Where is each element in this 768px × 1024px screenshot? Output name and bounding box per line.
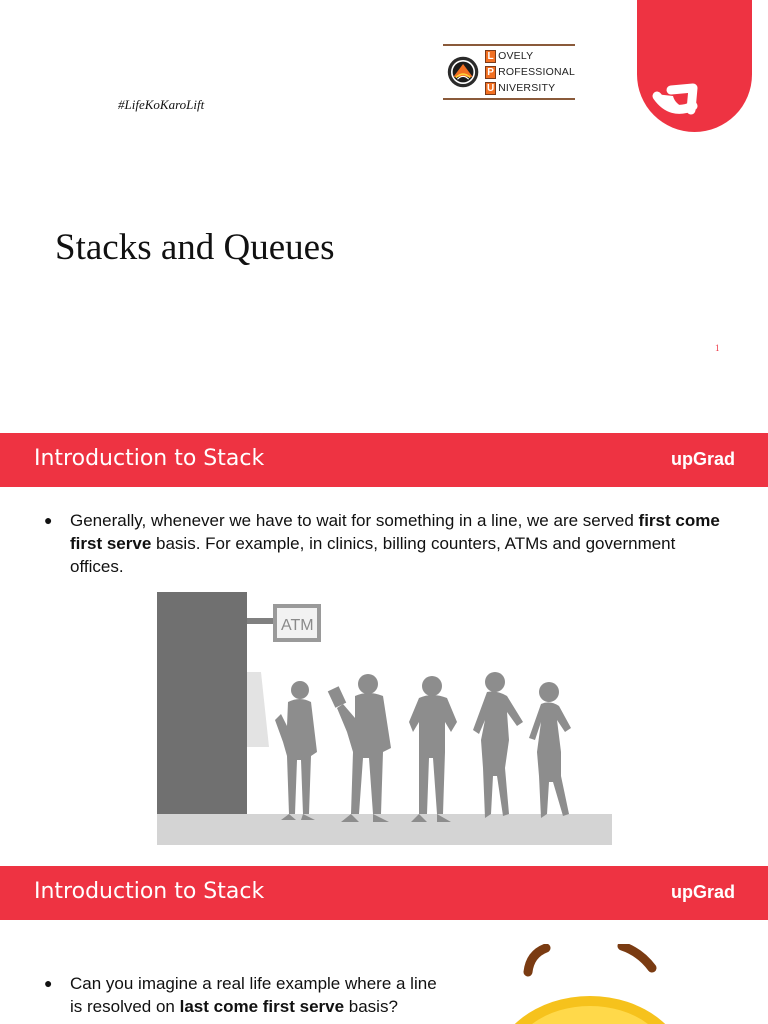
lpu-word: ROFESSIONAL <box>498 66 575 78</box>
lpu-wordmark <box>485 49 575 96</box>
page-number: 1 <box>715 343 720 353</box>
bullet-text-part: basis? <box>344 997 398 1016</box>
slide-heading: Introduction to Stack <box>34 879 265 904</box>
lpu-letter: L <box>485 50 496 63</box>
intro-stack-slide-1 <box>0 433 768 853</box>
bullet-bold-text: last come first serve <box>179 997 345 1016</box>
lpu-row <box>485 81 575 96</box>
slide-heading: Introduction to Stack <box>34 446 265 471</box>
upgrad-brand: upGrad <box>670 882 735 902</box>
bullet-point <box>44 509 720 579</box>
slide-header-banner <box>0 433 768 487</box>
slide-title: Stacks and Queues <box>55 227 335 268</box>
lpu-row <box>485 65 575 80</box>
slide-header-banner <box>0 866 768 920</box>
lpu-letter: P <box>485 66 496 79</box>
lpu-logo <box>443 44 575 100</box>
bullet-point <box>44 972 454 1024</box>
atm-light <box>247 672 269 747</box>
person-silhouette <box>529 682 571 818</box>
floor <box>157 814 612 845</box>
bullet-dot-icon: ● <box>44 975 53 991</box>
bullet-dot-icon: ● <box>44 512 53 528</box>
bullet-text-part: Can you imagine a real life example where a line is resolved on <box>70 974 437 1016</box>
atm-wall <box>157 592 247 814</box>
bullet-text-part: basis. For example, in clinics, billing counters, ATMs and government offices. <box>70 534 676 576</box>
hashtag: #LifeKoKaroLift <box>118 97 205 112</box>
bullet-text <box>70 972 450 1018</box>
sign-bracket <box>247 618 273 624</box>
lpu-seal-icon <box>447 52 479 92</box>
thinking-emoji-icon <box>470 944 710 1024</box>
bullet-text-part: Generally, whenever we have to wait for something in a line, we are served <box>70 511 639 530</box>
intro-stack-slide-2 <box>0 866 768 1024</box>
lpu-row <box>485 49 575 64</box>
atm-queue-illustration <box>157 592 612 845</box>
lpu-word: NIVERSITY <box>498 82 556 94</box>
bullet-bold-text: first come first serve <box>70 511 720 553</box>
upgrad-brand: upGrad <box>670 449 735 469</box>
lpu-letter: U <box>486 82 495 94</box>
upgrad-arrow-icon <box>637 0 752 132</box>
upgrad-corner-tab <box>637 0 752 132</box>
lpu-word: OVELY <box>498 50 534 62</box>
atm-sign-text: ATM <box>281 617 314 634</box>
bullet-text <box>70 509 720 578</box>
person-silhouette <box>275 681 317 820</box>
person-silhouette <box>409 676 457 822</box>
title-slide <box>0 0 768 420</box>
person-silhouette <box>473 672 523 818</box>
person-silhouette <box>328 674 391 822</box>
